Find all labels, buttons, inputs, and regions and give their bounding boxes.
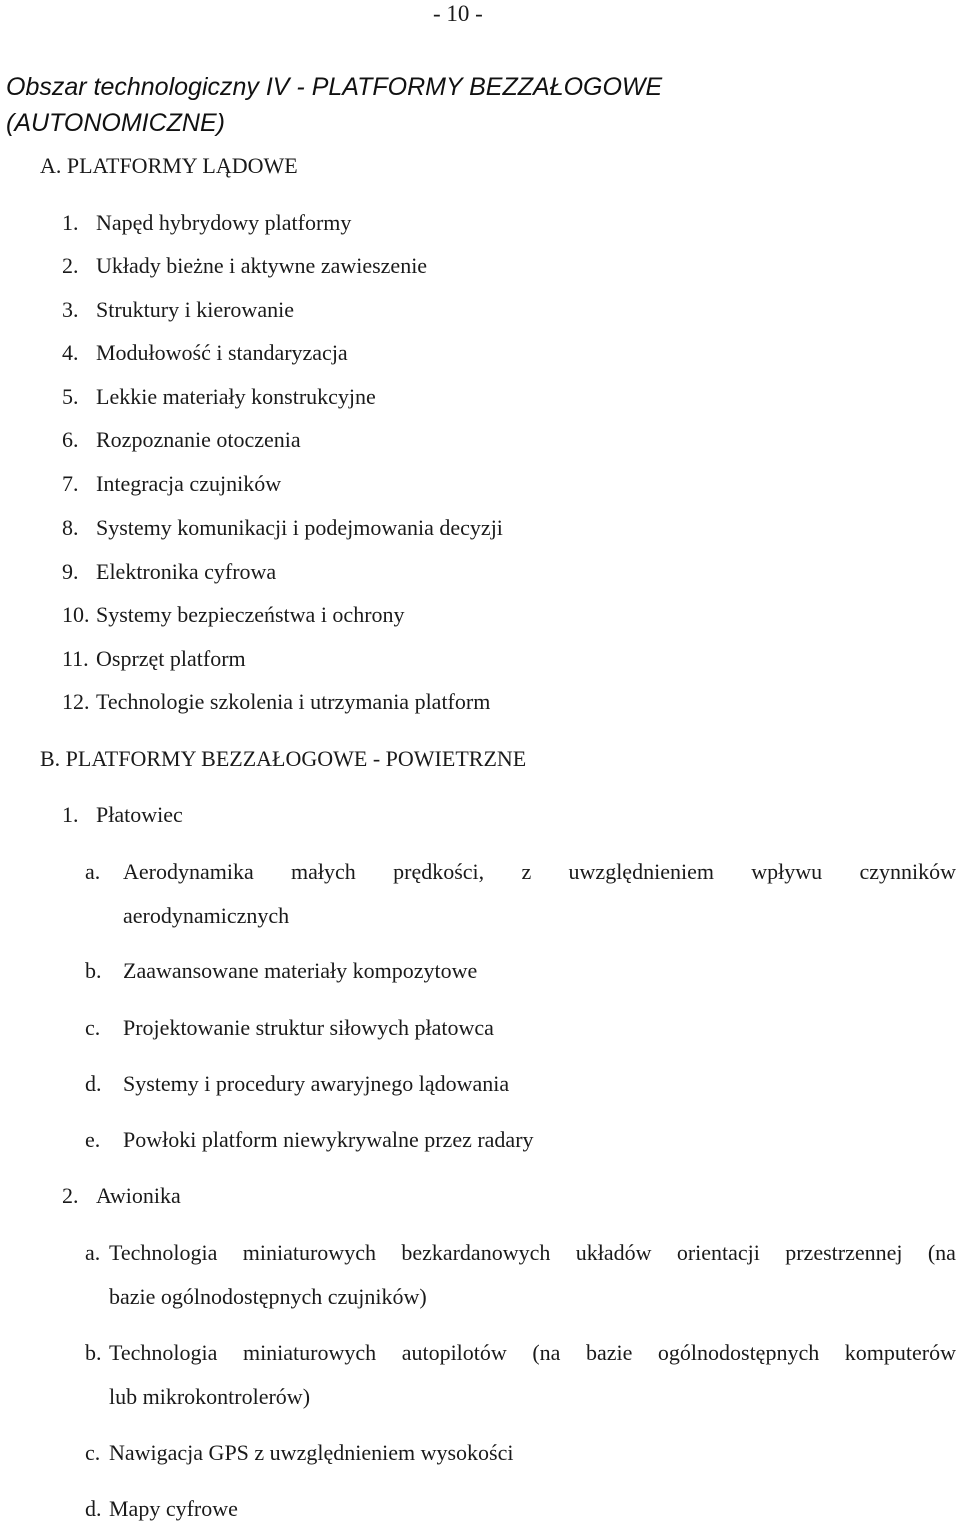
sublist-item-number: a. [85,1240,101,1265]
word: miniaturowych [242,1340,377,1365]
item-text: Rozpoznanie otoczenia [96,427,301,452]
item-number: 8. [62,515,79,540]
list-item [62,427,301,453]
sublist-item [85,1071,509,1097]
item-number: 11. [62,646,89,671]
item-text: Zaawansowane materiały kompozytowe [123,958,478,983]
item-letter: b. [85,958,102,983]
item-text: Napęd hybrydowy platformy [96,210,352,235]
list-item [62,559,276,585]
list-item [62,340,348,366]
item-number: 9. [62,559,79,584]
word: (na [532,1340,561,1365]
word: (na [927,1240,956,1265]
item-text: Systemy komunikacji i podejmowania decyzji [96,515,503,540]
word: Technologia [109,1340,218,1365]
item-number: 6. [62,427,79,452]
list-item [62,471,281,497]
sublist-item-text-line-1 [109,1340,956,1366]
word: miniaturowych [242,1240,376,1265]
word: z [521,859,532,884]
list-item [62,646,246,672]
list-item [62,515,503,541]
item-number: 1. [62,802,79,827]
item-number: 7. [62,471,79,496]
list-item [62,689,490,715]
item-text: Integracja czujników [96,471,282,496]
word: komputerów [844,1340,956,1365]
list-item [62,297,294,323]
word: wpływu [751,859,823,884]
word: Aerodynamika [123,859,254,884]
word: bazie [585,1340,633,1365]
item-text: Układy bieżne i aktywne zawieszenie [96,253,428,278]
list-item [62,1183,181,1209]
sublist-item [85,1496,238,1522]
document-title-line-2: (AUTONOMICZNE) [6,109,225,137]
item-text: Struktury i kierowanie [96,297,294,322]
item-number: 2. [62,1183,79,1208]
item-text: Systemy i procedury awaryjnego lądowania [123,1071,510,1096]
list-item [62,384,376,410]
item-letter: e. [85,1127,101,1152]
item-text: Powłoki platform niewykrywalne przez radary [123,1127,534,1152]
word: Technologia [109,1240,218,1265]
sublist-item-text-line-2: lub mikrokontrolerów) [109,1384,311,1409]
item-text: Lekkie materiały konstrukcyjne [96,384,376,409]
item-letter: c. [85,1015,101,1040]
word: przestrzennej [785,1240,903,1265]
item-text: Elektronika cyfrowa [96,559,277,584]
item-number: 1. [62,210,79,235]
section-a-heading: A. PLATFORMY LĄDOWE [40,153,298,178]
item-text: Modułowość i standaryzacja [96,340,348,365]
sublist-item-text-line-2: aerodynamicznych [123,903,290,928]
section-b-heading: B. PLATFORMY BEZZAŁOGOWE - POWIETRZNE [40,746,527,771]
item-text: Systemy bezpieczeństwa i ochrony [96,602,405,627]
sublist-item [85,1015,494,1041]
word: orientacji [676,1240,760,1265]
sublist-item [85,1440,513,1466]
sublist-item-text-line-1 [123,859,956,885]
sublist-item-text-line-1 [109,1240,956,1266]
sublist-item [85,1127,534,1153]
item-text: Nawigacja GPS z uwzględnieniem wysokości [109,1440,514,1465]
page-number: - 10 - [433,1,483,26]
item-number: 2. [62,253,79,278]
item-letter: c. [85,1440,101,1465]
word: autopilotów [401,1340,507,1365]
word: uwzględnieniem [568,859,714,884]
item-letter: d. [85,1496,102,1521]
word: układów [575,1240,652,1265]
item-number: 5. [62,384,79,409]
sublist-item-text-line-2: bazie ogólnodostępnych czujników) [109,1284,427,1309]
word: prędkości, [393,859,485,884]
list-item [62,210,351,236]
sublist-item [85,958,477,984]
item-text: Płatowiec [96,802,183,827]
sublist-item-number: b. [85,1340,102,1365]
list-item [62,602,405,628]
item-letter: d. [85,1071,102,1096]
word: bezkardanowych [401,1240,551,1265]
item-number: 3. [62,297,79,322]
item-number: 12. [62,689,90,714]
list-item [62,802,183,828]
word: ogólnodostępnych [657,1340,820,1365]
document-title-line-1: Obszar technologiczny IV - PLATFORMY BEZZAŁOGOWE [6,73,663,101]
item-number: 4. [62,340,79,365]
item-text: Awionika [96,1183,181,1208]
word: małych [291,859,356,884]
item-text: Technologie szkolenia i utrzymania platform [96,689,491,714]
item-text: Mapy cyfrowe [109,1496,238,1521]
word: czynników [859,859,956,884]
item-text: Osprzęt platform [96,646,246,671]
item-text: Projektowanie struktur siłowych płatowca [123,1015,494,1040]
item-number: 10. [62,602,90,627]
list-item [62,253,427,279]
sublist-item-number: a. [85,859,101,884]
